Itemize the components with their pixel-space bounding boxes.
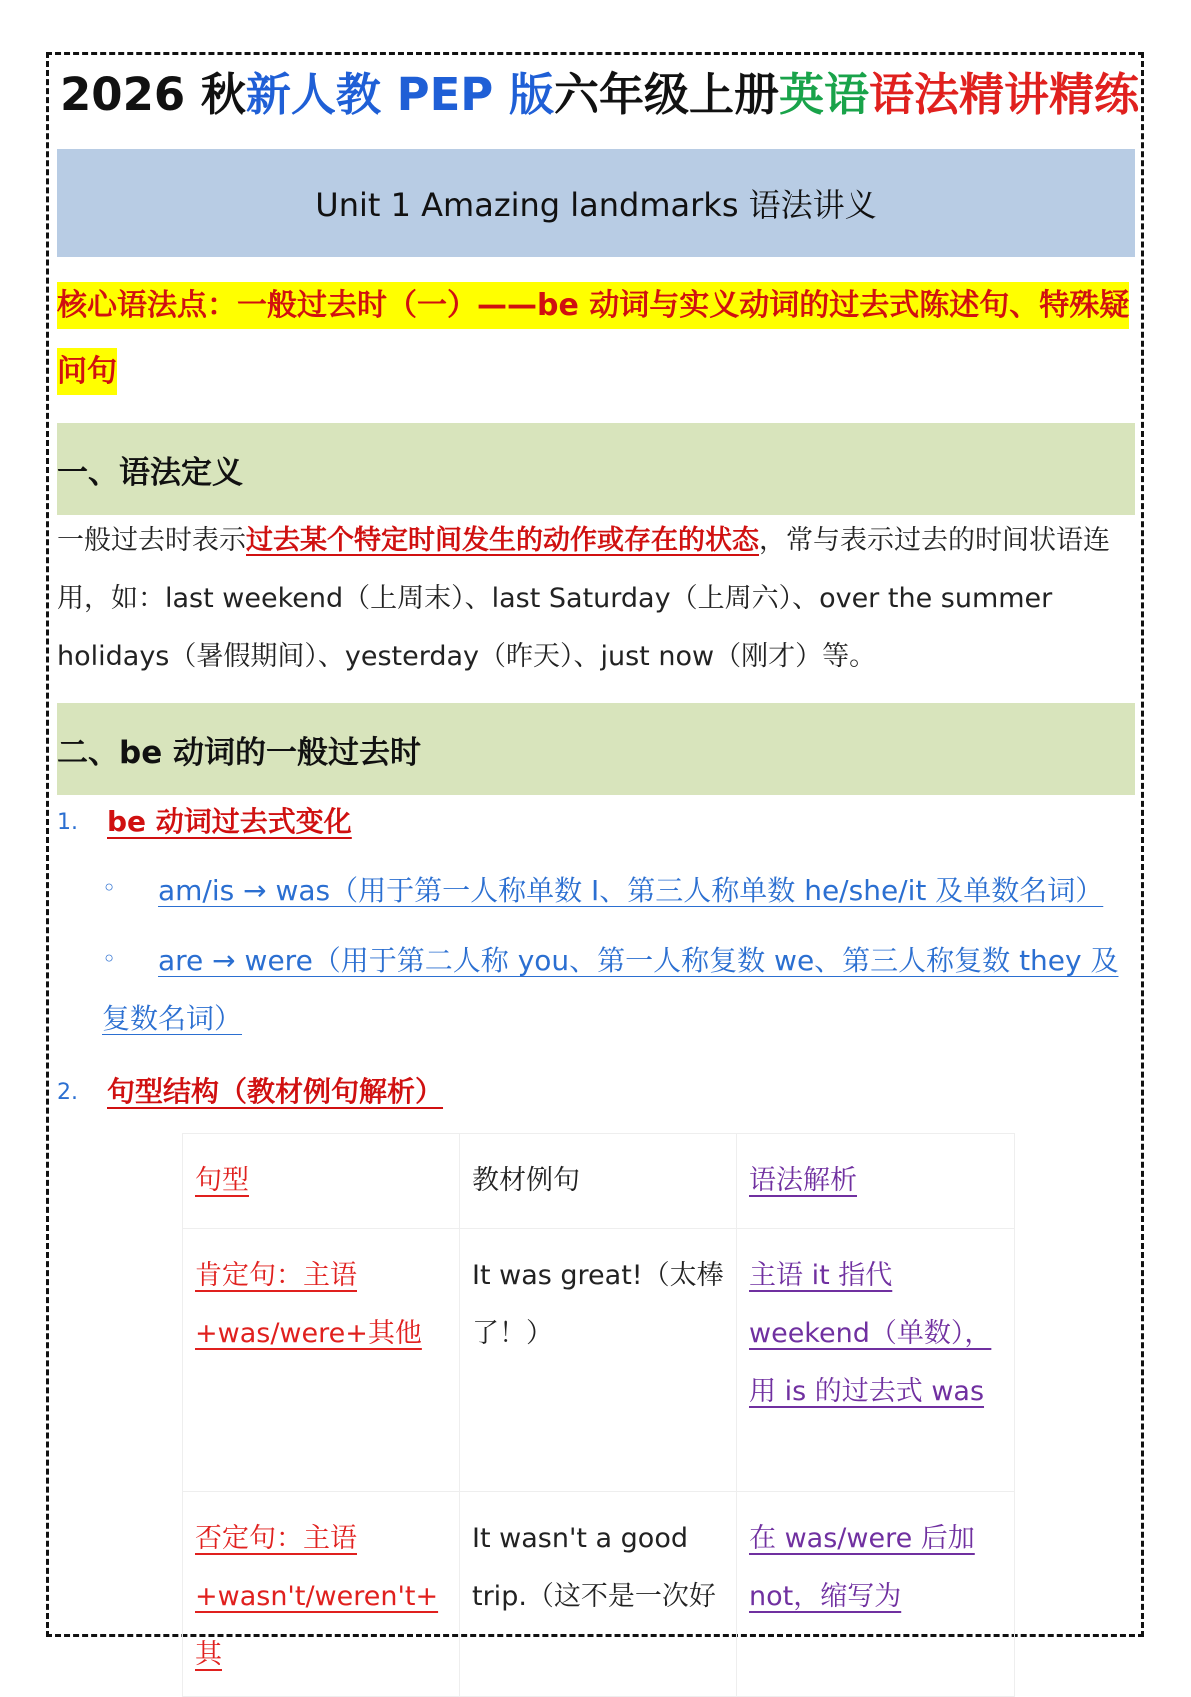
cell-example: It wasn't a good trip.（这不是一次好 <box>472 1523 716 1612</box>
bullet-icon: ◦ <box>102 945 117 973</box>
header-analysis: 语法解析 <box>749 1165 857 1196</box>
grammar-table <box>182 1133 1015 1697</box>
cell-analysis: 主语 it 指代 weekend（单数），用 is 的过去式 was <box>749 1260 992 1407</box>
table-header-row <box>183 1134 1015 1229</box>
table-row <box>183 1492 1015 1697</box>
table-cell <box>183 1492 460 1697</box>
title-part-edition: 新人教 PEP 版 <box>245 68 554 121</box>
table-header-cell <box>460 1134 737 1229</box>
definition-text-before: 一般过去时表示 <box>57 525 246 556</box>
title-part-year: 2026 秋 <box>60 68 246 121</box>
list-number-1: 1. <box>57 810 78 835</box>
header-sentence-type: 句型 <box>195 1165 249 1196</box>
cell-analysis: 在 was/were 后加 not，缩写为 <box>749 1523 975 1612</box>
cell-example: It was great!（太棒了！） <box>472 1260 724 1349</box>
definition-text-after: ，常与表示过去的时间状语连用，如：last weekend（上周末）、last Saturday（上周六）、over the summer holidays（暑假期间）、yesterday（昨天）、just now（刚才）等。 <box>57 525 1110 672</box>
list-number-2: 2. <box>57 1080 78 1105</box>
table-row <box>183 1229 1015 1492</box>
page-title <box>60 62 1140 128</box>
unit-header: Unit 1 Amazing landmarks 语法讲义 <box>57 149 1135 257</box>
section-1-heading: 一、语法定义 <box>57 423 1135 515</box>
title-part-topic: 语法精讲精练 <box>869 68 1140 121</box>
title-part-grade: 六年级上册 <box>553 68 779 121</box>
table-cell <box>460 1492 737 1697</box>
table-header-cell <box>737 1134 1015 1229</box>
section-2-heading: 二、be 动词的一般过去时 <box>57 703 1135 795</box>
title-part-subject: 英语 <box>778 68 869 121</box>
header-example: 教材例句 <box>472 1165 580 1196</box>
table-cell <box>183 1229 460 1492</box>
table-header-cell <box>183 1134 460 1229</box>
table-cell <box>737 1492 1015 1697</box>
table-cell <box>737 1229 1015 1492</box>
list-item-2-title: 句型结构（教材例句解析） <box>107 1075 444 1108</box>
list-item-1-title: be 动词过去式变化 <box>107 805 352 838</box>
bullet-item-1: am/is → was（用于第一人称单数 I、第三人称单数 he/she/it 及单数名词） <box>158 874 1104 907</box>
cell-sentence-type: 肯定句：主语+was/were+其他 <box>195 1260 422 1349</box>
table-cell <box>460 1229 737 1492</box>
cell-sentence-type: 否定句：主语+wasn't/weren't+其 <box>195 1523 439 1670</box>
definition-emphasis: 过去某个特定时间发生的动作或存在的状态 <box>246 525 759 556</box>
definition-paragraph <box>57 512 1137 686</box>
core-grammar-text: 核心语法点：一般过去时（一）——be 动词与实义动词的过去式陈述句、特殊疑问句 <box>57 282 1129 395</box>
bullet-icon: ◦ <box>102 874 117 902</box>
bullet-item-2: are → were（用于第二人称 you、第一人称复数 we、第三人称复数 they 及复数名词） <box>102 944 1119 1035</box>
core-grammar-point <box>57 273 1142 405</box>
